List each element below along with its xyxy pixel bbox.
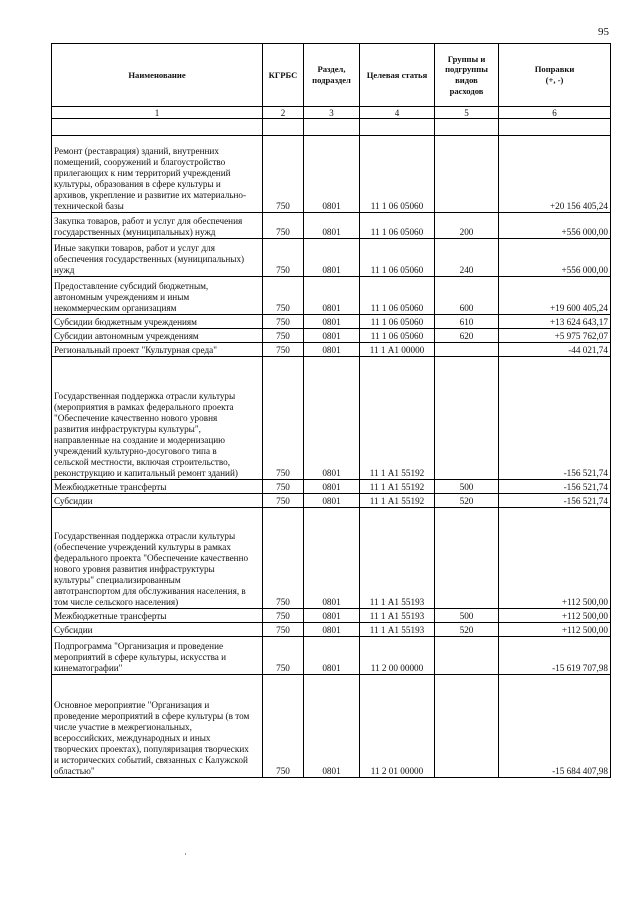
row-name: Субсидии <box>52 494 263 508</box>
row-amount: -15 619 707,98 <box>499 637 611 675</box>
row-name: Государственная поддержка отрасли культуры (обеспечение учреждений культуры в рамках федерального проекта "Обеспечение качественно нового уровня развития инфраструктуры культуры" специализированным автотранспортом для обслуживания населения, в том числе сельского населения) <box>52 508 263 609</box>
header-amendments: Поправки (+, -) <box>499 44 611 107</box>
table-row <box>52 480 611 494</box>
row-name: Подпрограмма "Организация и проведение мероприятий в сфере культуры, искусства и кинематографии" <box>52 637 263 675</box>
table-header-row <box>52 44 611 107</box>
row-amount: +13 624 643,17 <box>499 315 611 329</box>
row-kgrbs: 750 <box>263 609 304 623</box>
row-amount: -44 021,74 <box>499 343 611 357</box>
row-name: Предоставление субсидий бюджетным, автономным учреждениям и иным некоммерческим организациям <box>52 277 263 315</box>
table-row <box>52 357 611 480</box>
row-kgrbs: 750 <box>263 213 304 239</box>
row-section: 0801 <box>304 277 360 315</box>
header-target: Целевая статья <box>360 44 435 107</box>
row-target: 11 1 А1 55192 <box>360 494 435 508</box>
row-section: 0801 <box>304 637 360 675</box>
row-group <box>435 508 499 609</box>
row-kgrbs: 750 <box>263 343 304 357</box>
header-groups: Группы и подгруппы видов расходов <box>435 44 499 107</box>
scan-artifact <box>185 853 186 855</box>
column-number: 2 <box>263 107 304 119</box>
row-kgrbs: 750 <box>263 136 304 213</box>
row-name: Субсидии бюджетным учреждениям <box>52 315 263 329</box>
row-group: 520 <box>435 623 499 637</box>
row-kgrbs: 750 <box>263 239 304 277</box>
row-section: 0801 <box>304 675 360 778</box>
table-row <box>52 343 611 357</box>
table-row <box>52 637 611 675</box>
column-number: 1 <box>52 107 263 119</box>
column-number: 6 <box>499 107 611 119</box>
row-target: 11 2 00 00000 <box>360 637 435 675</box>
row-name: Ремонт (реставрация) зданий, внутренних помещений, сооружений и благоустройство прилегающих к ним территорий учреждений культуры, образования в сфере культуры и архивов, укрепление и развитие их материально- технической базы <box>52 136 263 213</box>
row-target: 11 1 А1 55192 <box>360 357 435 480</box>
row-amount: +19 600 405,24 <box>499 277 611 315</box>
row-target: 11 1 А1 55193 <box>360 623 435 637</box>
budget-amendments-table <box>51 43 611 778</box>
table-row <box>52 623 611 637</box>
row-amount: +112 500,00 <box>499 508 611 609</box>
row-target: 11 1 06 05060 <box>360 213 435 239</box>
table-row <box>52 508 611 609</box>
row-amount: +112 500,00 <box>499 623 611 637</box>
row-name: Региональный проект "Культурная среда" <box>52 343 263 357</box>
row-kgrbs: 750 <box>263 675 304 778</box>
row-group: 500 <box>435 480 499 494</box>
row-section: 0801 <box>304 508 360 609</box>
table-row <box>52 329 611 343</box>
row-group <box>435 343 499 357</box>
column-number: 4 <box>360 107 435 119</box>
header-section: Раздел, подраздел <box>304 44 360 107</box>
row-amount: -156 521,74 <box>499 480 611 494</box>
row-group: 240 <box>435 239 499 277</box>
row-group: 600 <box>435 277 499 315</box>
row-target: 11 1 А1 55192 <box>360 480 435 494</box>
column-number: 5 <box>435 107 499 119</box>
row-section: 0801 <box>304 239 360 277</box>
row-kgrbs: 750 <box>263 480 304 494</box>
table-row <box>52 136 611 213</box>
table-row <box>52 609 611 623</box>
row-group: 200 <box>435 213 499 239</box>
spacer-row <box>52 119 611 136</box>
row-section: 0801 <box>304 609 360 623</box>
row-group <box>435 136 499 213</box>
row-section: 0801 <box>304 494 360 508</box>
row-kgrbs: 750 <box>263 357 304 480</box>
row-amount: -156 521,74 <box>499 357 611 480</box>
row-amount: -156 521,74 <box>499 494 611 508</box>
row-name: Иные закупки товаров, работ и услуг для обеспечения государственных (муниципальных) нужд <box>52 239 263 277</box>
row-group <box>435 637 499 675</box>
row-target: 11 1 06 05060 <box>360 277 435 315</box>
row-amount: +5 975 762,07 <box>499 329 611 343</box>
row-kgrbs: 750 <box>263 277 304 315</box>
row-name: Государственная поддержка отрасли культуры (мероприятия в рамках федерального проекта "Обеспечение качественно нового уровня развития инфраструктуры культуры", направленные на создание и модернизацию учреждений культурно-досугового типа в сельской местности, включая строительство, реконструкцию и капитальный ремонт зданий) <box>52 357 263 480</box>
row-group: 610 <box>435 315 499 329</box>
row-section: 0801 <box>304 343 360 357</box>
table-row <box>52 494 611 508</box>
row-target: 11 1 А1 00000 <box>360 343 435 357</box>
row-section: 0801 <box>304 329 360 343</box>
row-amount: +20 156 405,24 <box>499 136 611 213</box>
column-number: 3 <box>304 107 360 119</box>
row-kgrbs: 750 <box>263 494 304 508</box>
row-amount: +556 000,00 <box>499 239 611 277</box>
table-row <box>52 239 611 277</box>
row-name: Субсидии автономным учреждениям <box>52 329 263 343</box>
row-name: Межбюджетные трансферты <box>52 480 263 494</box>
row-kgrbs: 750 <box>263 508 304 609</box>
row-amount: +112 500,00 <box>499 609 611 623</box>
row-group: 500 <box>435 609 499 623</box>
row-kgrbs: 750 <box>263 329 304 343</box>
row-section: 0801 <box>304 357 360 480</box>
column-number-row <box>52 107 611 119</box>
row-group <box>435 357 499 480</box>
row-name: Закупка товаров, работ и услуг для обеспечения государственных (муниципальных) нужд <box>52 213 263 239</box>
row-group: 620 <box>435 329 499 343</box>
table-row <box>52 213 611 239</box>
row-name: Основное мероприятие "Организация и проведение мероприятий в сфере культуры (в том числе участие в межрегиональных, всероссийских, международных и иных творческих проектах), популяризация творческих и исторических событий, связанных с Калужской областью" <box>52 675 263 778</box>
row-target: 11 2 01 00000 <box>360 675 435 778</box>
row-kgrbs: 750 <box>263 623 304 637</box>
row-amount: -15 684 407,98 <box>499 675 611 778</box>
row-target: 11 1 06 05060 <box>360 136 435 213</box>
row-group: 520 <box>435 494 499 508</box>
row-target: 11 1 06 05060 <box>360 239 435 277</box>
page-number: 95 <box>598 26 609 38</box>
row-target: 11 1 06 05060 <box>360 315 435 329</box>
row-section: 0801 <box>304 623 360 637</box>
header-name: Наименование <box>52 44 263 107</box>
row-amount: +556 000,00 <box>499 213 611 239</box>
table-row <box>52 277 611 315</box>
row-group <box>435 675 499 778</box>
row-kgrbs: 750 <box>263 637 304 675</box>
table-row <box>52 315 611 329</box>
row-name: Межбюджетные трансферты <box>52 609 263 623</box>
header-kgrbs: КГРБС <box>263 44 304 107</box>
row-target: 11 1 А1 55193 <box>360 609 435 623</box>
row-section: 0801 <box>304 136 360 213</box>
row-target: 11 1 А1 55193 <box>360 508 435 609</box>
row-target: 11 1 06 05060 <box>360 329 435 343</box>
row-kgrbs: 750 <box>263 315 304 329</box>
row-name: Субсидии <box>52 623 263 637</box>
row-section: 0801 <box>304 315 360 329</box>
row-section: 0801 <box>304 213 360 239</box>
table-row <box>52 675 611 778</box>
row-section: 0801 <box>304 480 360 494</box>
